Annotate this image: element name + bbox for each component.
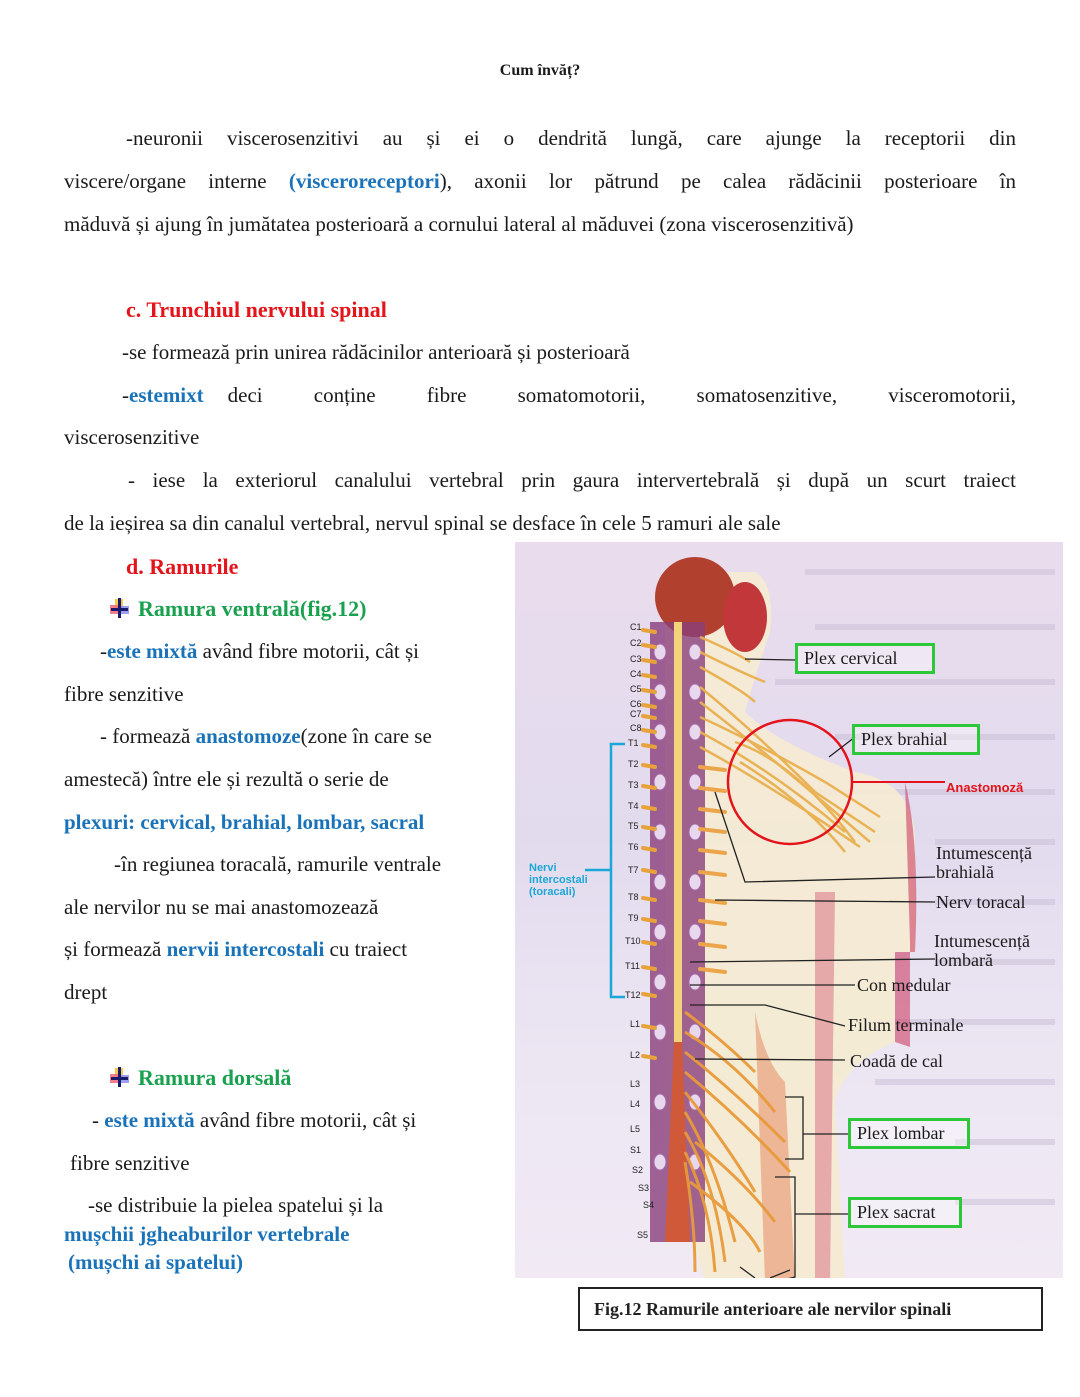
spinal-nerves-figure [515,542,1063,1278]
filum-terminale-label: Filum terminale [848,1015,964,1035]
nerv-toracal-label: Nerv toracal [936,892,1026,912]
vertebra-label-c4: C4 [630,669,642,679]
vertebra-label-t5: T5 [628,821,639,831]
intro-line-1: -neuronii viscerosenzitivi au și ei o dendrită lungă, care ajunge la receptorii din [126,126,1016,150]
vertebra-label-c3: C3 [630,654,642,664]
vertebra-label-l2: L2 [630,1050,641,1060]
plex-sacrat-label: Plex sacrat [848,1197,962,1228]
ventral-line-9: drept [64,980,108,1004]
vertebra-label-s4: S4 [643,1200,655,1210]
section-c-heading: c. Trunchiul nervului spinal [126,297,387,322]
mixt-term: mixt [162,383,204,407]
nervii-intercostali-term: nervii intercostali [166,937,325,961]
vertebra-label-c5: C5 [630,684,642,694]
vertebra-label-c8: C8 [630,723,642,733]
ventral-line-2: fibre senzitive [64,682,184,706]
vertebra-label-t2: T2 [628,759,639,769]
coada-de-cal-label: Coadă de cal [850,1051,943,1071]
vertebra-label-c1: C1 [630,622,642,632]
section-c-line-5: de la ieșirea sa din canalul vertebral, nervul spinal se desface în cele 5 ramuri ale sale [64,511,781,535]
vertebra-label-s1: S1 [630,1145,642,1155]
section-d-heading: d. Ramurile [126,554,239,579]
ventral-branch-heading: Ramura ventrală(fig.12) [108,596,367,622]
plexuri-term: plexuri: cervical, brahial, lombar, sacral [64,810,425,834]
vertebra-label-c2: C2 [630,638,642,648]
vertebra-label-t6: T6 [628,842,639,852]
section-c-line-2: -este mixt deci conține fibre somatomotorii, somatosenzitive, visceromotorii, [122,383,1016,407]
vertebra-label-t11: T11 [625,961,640,971]
ventral-line-6: -în regiunea toracală, ramurile ventrale [114,852,442,876]
dorsal-line-3: -se distribuie la pielea spatelui și la [88,1193,384,1217]
figure-caption: Fig.12 Ramurile anterioare ale nervilor spinali [578,1287,1043,1331]
intumescenta-lombara-label: Intumescență lombară [934,931,1030,970]
vertebra-label-t1: T1 [628,738,639,748]
muschi-spatelui-term: (mușchi ai spatelui) [68,1250,244,1274]
vertebra-label-l3: L3 [630,1079,641,1089]
vertebra-label-t10: T10 [625,936,641,946]
vertebra-label-s5: S5 [637,1230,649,1240]
vertebra-label-l5: L5 [630,1124,641,1134]
vertebra-label-t9: T9 [628,913,639,923]
vertebra-label-t4: T4 [628,801,639,811]
este-term: este [129,383,163,407]
vertebra-label-t7: T7 [628,865,639,875]
dorsal-branch-heading: Ramura dorsală [108,1065,291,1091]
vertebra-label-s2: S2 [632,1165,644,1175]
intro-line-2: viscere/organe interne (visceroreceptori), axonii lor pătrund pe calea rădăcinii posterioare în [64,169,1016,193]
muschii-jgheaburilor-term: mușchii jgheaburilor vertebrale [64,1222,350,1246]
ventral-line-1: -este mixtă având fibre motorii, cât și [100,639,419,663]
nervi-intercostali-label: Nervi intercostali (toracali) [529,862,588,898]
section-c-line-3: viscerosenzitive [64,425,200,449]
page-header-title: Cum învăț? [499,62,581,79]
con-medular-label: Con medular [857,975,951,995]
section-c-line-1: -se formează prin unirea rădăcinilor anterioară și posterioară [122,340,630,364]
plex-cervical-label: Plex cervical [795,643,935,674]
anastomoze-term: anastomoze [195,724,301,748]
bullet-icon [108,1066,130,1088]
vertebra-label-c7: C7 [630,709,642,719]
bullet-icon [108,597,130,619]
ventral-line-4: amestecă) între ele și rezultă o serie de [64,767,389,791]
plex-brahial-label: Plex brahial [852,724,980,755]
visceroreceptori-term: (visceroreceptori [288,169,440,193]
vertebra-label-t8: T8 [628,892,639,902]
dorsal-line-2: fibre senzitive [70,1151,190,1175]
vertebra-label-l4: L4 [630,1099,641,1109]
este-mixta-term: este mixtă [107,639,198,663]
ventral-line-8: și formează nervii intercostali cu traiect [64,937,408,961]
dorsal-line-1: - este mixtă având fibre motorii, cât și [92,1108,417,1132]
section-c-line-4: - iese la exteriorul canalului vertebral prin gaura intervertebrală și după un scurt traiect [128,468,1016,492]
vertebra-label-s3: S3 [638,1183,650,1193]
ventral-line-3: - formează anastomoze(zone în care se [100,724,432,748]
vertebra-label-t3: T3 [628,780,639,790]
vertebra-label-c6: C6 [630,699,642,709]
vertebra-label-l1: L1 [630,1019,641,1029]
intumescenta-brahiala-label: Intumescență brahială [936,843,1032,882]
ventral-line-7: ale nervilor nu se mai anastomozează [64,895,379,919]
intro-line-3: măduvă și ajung în jumătatea posterioară a cornului lateral al măduvei (zona viscerosenzitivă) [64,212,854,236]
vertebra-label-t12: T12 [625,990,641,1000]
este-mixta-term: este mixtă [104,1108,195,1132]
anastomoza-label: Anastomoză [946,780,1024,795]
plex-lombar-label: Plex lombar [848,1118,970,1149]
